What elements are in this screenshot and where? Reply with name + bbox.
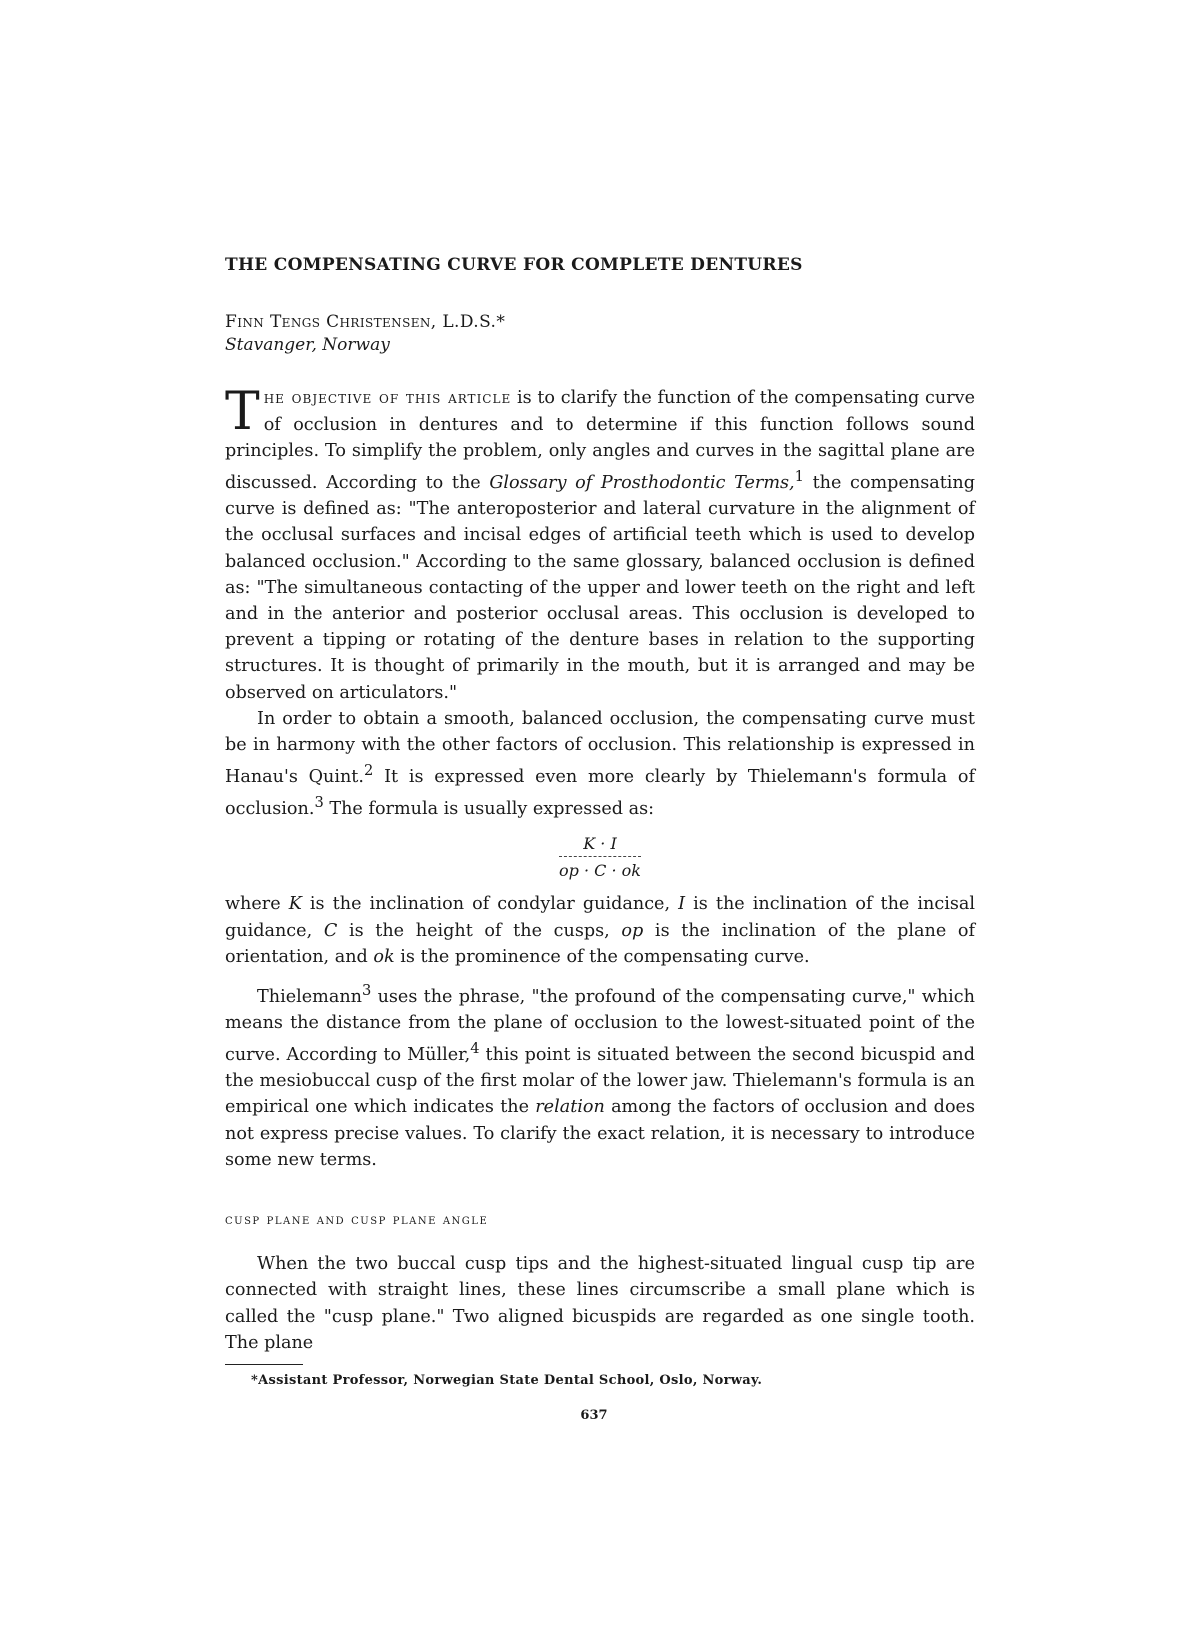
reference-3: 3 <box>314 794 324 812</box>
para3-t1: where <box>225 894 289 915</box>
para4-reference-3: 3 <box>361 981 372 999</box>
para3-t5: is the inclination of the plane of orientation, and <box>225 920 975 967</box>
para4-t4: among the factors of occlusion and does not express precise values. To clarify the exact relation, it is necessary to introduce some new terms. <box>225 1097 975 1170</box>
author-line: Finn Tengs Christensen, L.D.S.* <box>225 312 506 333</box>
footnote: *Assistant Professor, Norwegian State Dental School, Oslo, Norway. <box>251 1373 763 1389</box>
para3-t2: is the inclination of condylar guidance, <box>301 894 679 915</box>
var-k: K <box>288 894 302 915</box>
drop-cap: T <box>225 382 260 443</box>
para3-t3: is the inclination of the incisal guidance, <box>225 894 975 941</box>
intro-paragraph <box>225 382 975 705</box>
para2-text-2: It is expressed even more clearly by Thielemann's formula of occlusion. <box>225 767 975 820</box>
article-title: THE COMPENSATING CURVE FOR COMPLETE DENTURES <box>225 255 803 275</box>
intro-text-2: the compensating curve is defined as: "The anteroposterior and lateral curvature in the alignment of the occlusal surfaces and incisal edges of artificial teeth which is used to develop balanced occlusion." According to the same glossary, balanced occlusion is defined as: "The simultaneous contacting of the upper and lower teeth on the right and left and in the anterior and posterior occlusal areas. This occlusion is developed to prevent a tipping or rotating of the denture bases in relation to the supporting structures. It is thought of primarily in the mouth, but it is arranged and may be observed on articulators." <box>225 472 975 703</box>
occlusion-formula <box>225 836 975 879</box>
paragraph-5: When the two buccal cusp tips and the highest-situated lingual cusp tip are connected with straight lines, these lines circumscribe a small plane which is called the "cusp plane." Two aligned bicuspids are regarded as one single tooth. The plane <box>225 1254 975 1353</box>
paragraph-2 <box>225 706 975 823</box>
para2-text-1: In order to obtain a smooth, balanced occlusion, the compensating curve must be in harmony with the other factors of occlusion. This relationship is expressed in Hanau's Quint. <box>225 708 975 788</box>
intro-lead: he objective of this article <box>263 388 512 409</box>
para4-t3: this point is situated between the second bicuspid and the mesiobuccal cusp of the first molar of the lower jaw. Thielemann's formula is an empirical one which indicates the <box>225 1045 975 1118</box>
reference-1: 1 <box>794 468 804 486</box>
var-i: I <box>678 894 686 915</box>
var-ok: ok <box>373 946 395 967</box>
article-page <box>225 255 975 1423</box>
paragraph-4 <box>225 978 975 1173</box>
para4-t2: uses the phrase, "the profound of the compensating curve," which means the distance from the plane of occlusion to the lowest-situated point of the curve. According to Müller, <box>225 986 975 1066</box>
formula-fraction <box>559 836 641 879</box>
section-heading: cusp plane and cusp plane angle <box>225 1212 489 1229</box>
para3-t4: is the height of the cusps, <box>337 920 622 941</box>
author-location: Stavanger, Norway <box>225 335 390 356</box>
formula-numerator: K · I <box>559 836 641 857</box>
para4-t1: Thielemann <box>257 986 362 1007</box>
var-op: op <box>621 920 644 941</box>
para2-text-3: The formula is usually expressed as: <box>323 799 655 820</box>
reference-2: 2 <box>363 762 374 780</box>
var-c: C <box>323 920 338 941</box>
article-body <box>225 382 975 1356</box>
formula-denominator: op · C · ok <box>559 861 641 881</box>
reference-4: 4 <box>470 1040 480 1058</box>
page-number: 637 <box>580 1408 608 1424</box>
relation-emphasis: relation <box>535 1097 605 1118</box>
glossary-title: Glossary of Prosthodontic Terms, <box>489 472 795 493</box>
para3-t6: is the prominence of the compensating curve. <box>394 946 810 967</box>
intro-text-1: is to clarify the function of the compensating curve of occlusion in dentures and to determine if this function follows sound principles. To simplify the problem, only angles and curves in the sagittal plane are discussed. According to the <box>225 388 975 493</box>
footnote-divider <box>225 1364 303 1365</box>
paragraph-3 <box>225 891 975 970</box>
